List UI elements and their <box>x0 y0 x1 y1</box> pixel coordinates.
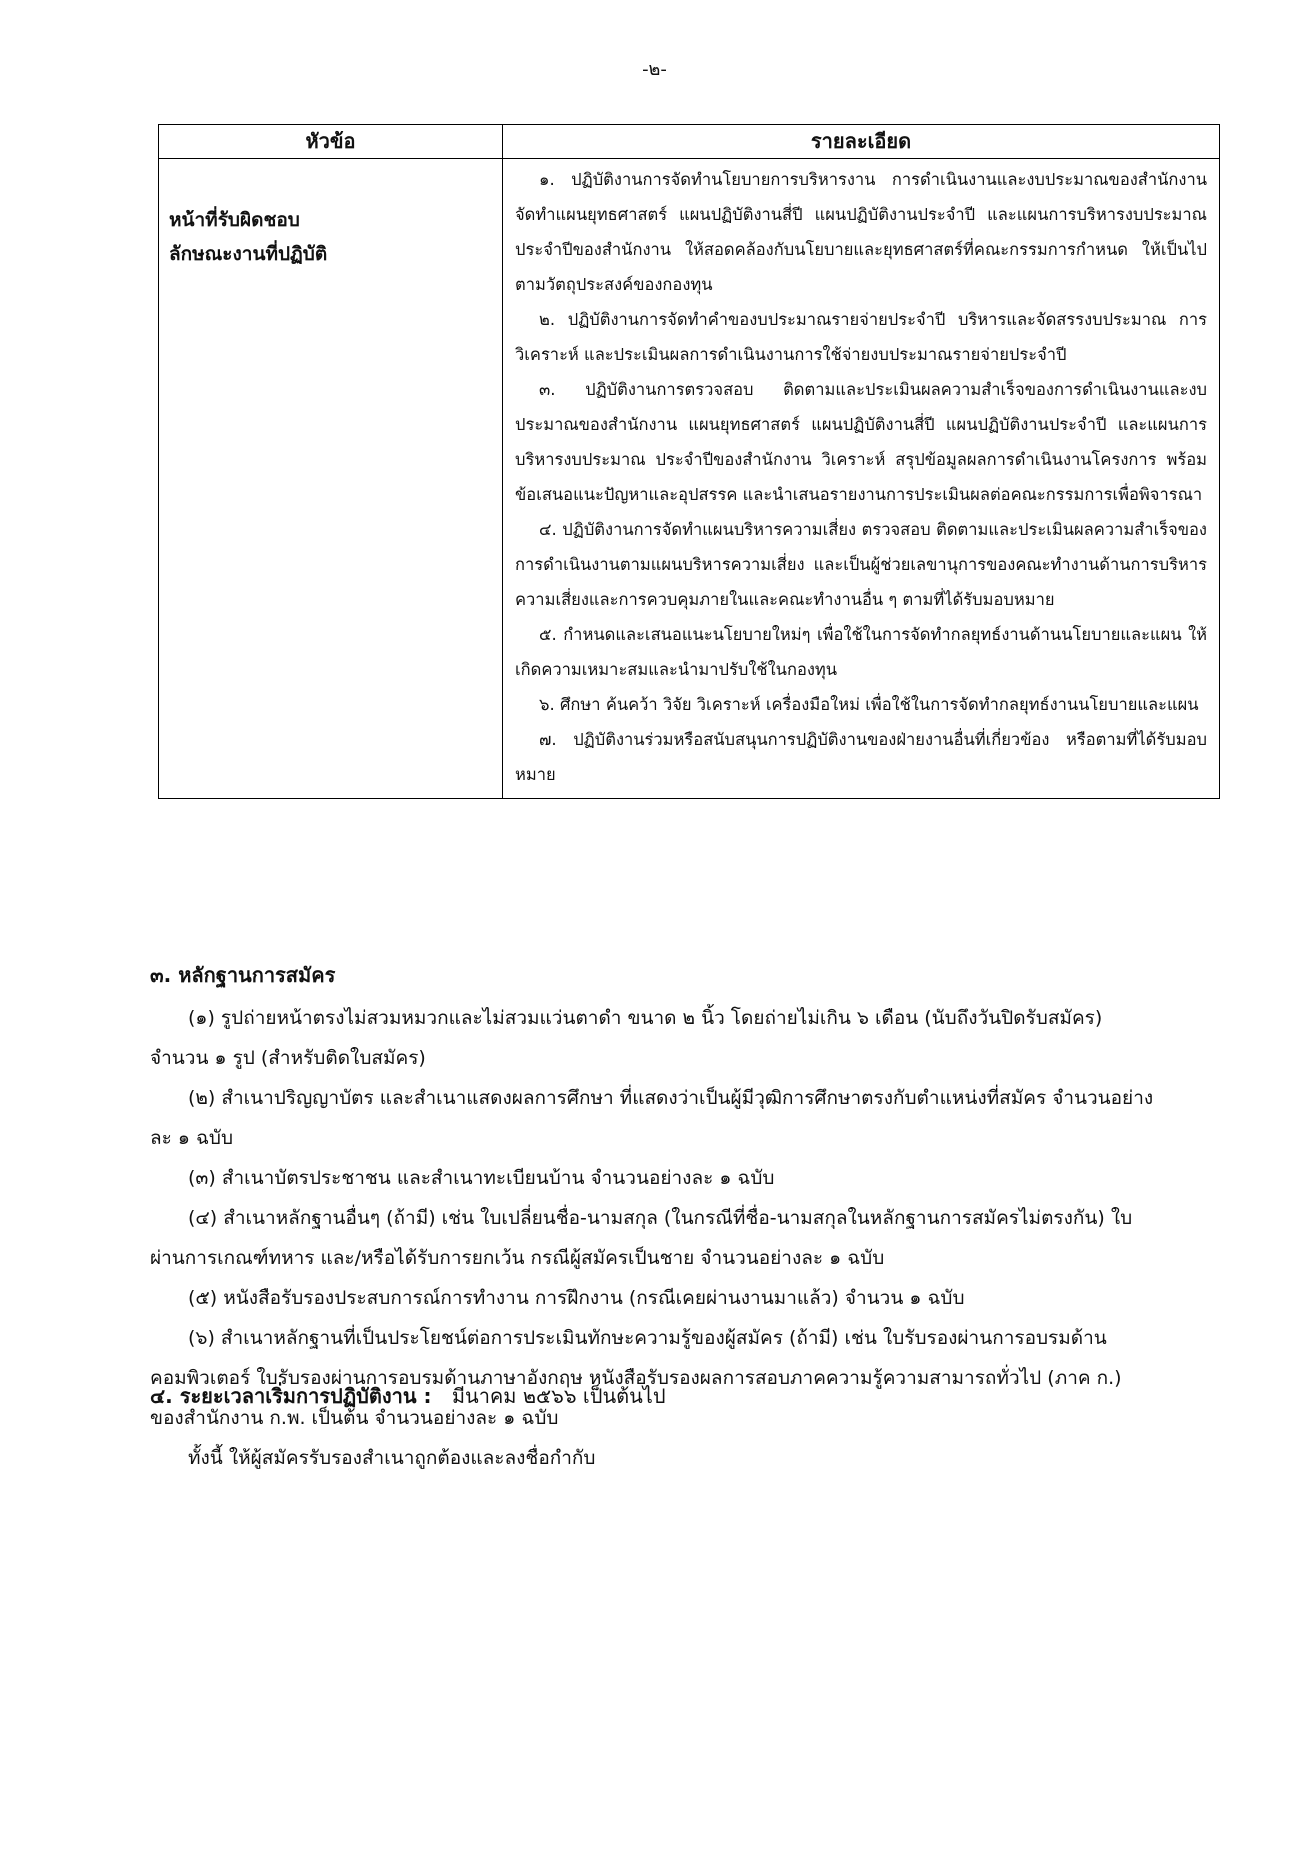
duty-item: ๔. ปฏิบัติงานการจัดทำแผนบริหารความเสี่ยง ตรวจสอบ ติดตามและประเมินผลความสำเร็จของการดำเนินงานตามแผนบริหารความเสี่ยง และเป็นผู้ช่วยเลขานุการของคณะทำงานด้านการบริหารความเสี่ยงและการควบคุมภายในและคณะทำงานอื่น ๆ ตามที่ได้รับมอบหมาย <box>515 520 1207 609</box>
document-item: (๔) สำเนาหลักฐานอื่นๆ (ถ้ามี) เช่น ใบเปลี่ยนชื่อ-นามสกุล (ในกรณีที่ชื่อ-นามสกุลในหลักฐานการสมัครไม่ตรงกัน) ใบผ่านการเกณฑ์ทหาร และ/หรือได้รับการยกเว้น กรณีผู้สมัครเป็นชาย จำนวนอย่างละ ๑ ฉบับ <box>150 1207 1133 1269</box>
documents-heading: ๓. หลักฐานการสมัคร <box>150 963 336 987</box>
topic-line-work-nature: ลักษณะงานที่ปฏิบัติ <box>169 243 328 265</box>
document-item: (๒) สำเนาปริญญาบัตร และสำเนาแสดงผลการศึกษา ที่แสดงว่าเป็นผู้มีวุฒิการศึกษาตรงกับตำแหน่งที่สมัคร จำนวนอย่างละ ๑ ฉบับ <box>150 1087 1154 1149</box>
document-item: (๕) หนังสือรับรองประสบการณ์การทำงาน การฝึกงาน (กรณีเคยผ่านงานมาแล้ว) จำนวน ๑ ฉบับ <box>188 1287 965 1309</box>
start-period <box>150 1380 666 1412</box>
documents-closing: ทั้งนี้ ให้ผู้สมัครรับรองสำเนาถูกต้องและลงชื่อกำกับ <box>188 1447 596 1469</box>
duties-table <box>158 124 1220 799</box>
duty-item: ๕. กำหนดและเสนอแนะนโยบายใหม่ๆ เพื่อใช้ในการจัดทำกลยุทธ์งานด้านนโยบายและแผน ให้เกิดความเหมาะสมและนำมาปรับใช้ในกองทุน <box>515 625 1207 679</box>
table-row <box>159 159 1220 799</box>
start-period-value: มีนาคม ๒๕๖๖ เป็นต้นไป <box>451 1384 666 1408</box>
table-header-row <box>159 125 1220 159</box>
duty-item: ๖. ศึกษา ค้นคว้า วิจัย วิเคราะห์ เครื่องมือใหม่ เพื่อใช้ในการจัดทำกลยุทธ์งานนโยบายและแผน <box>539 695 1199 714</box>
document-item: (๓) สำเนาบัตรประชาชน และสำเนาทะเบียนบ้าน จำนวนอย่างละ ๑ ฉบับ <box>188 1167 775 1189</box>
document-item: (๖) สำเนาหลักฐานที่เป็นประโยชน์ต่อการประเมินทักษะความรู้ของผู้สมัคร (ถ้ามี) เช่น ใบรับรองผ่านการอบรมด้านคอมพิวเตอร์ ใบรับรองผ่านการอบรมด้านภาษาอังกฤษ หนังสือรับรองผลการสอบภาคความรู้ความสามารถทั่วไป (ภาค ก.) ของสำนักงาน ก.พ. เป็นต้น จำนวนอย่างละ ๑ ฉบับ <box>150 1327 1122 1429</box>
header-detail: รายละเอียด <box>503 125 1220 159</box>
duty-item: ๑. ปฏิบัติงานการจัดทำนโยบายการบริหารงาน การดำเนินงานและงบประมาณของสำนักงาน จัดทำแผนยุทธศาสตร์ แผนปฏิบัติงานสี่ปี แผนปฏิบัติงานประจำปี และแผนการบริหารงบประมาณประจำปีของสำนักงาน ให้สอดคล้องกับนโยบายและยุทธศาสตร์ที่คณะกรรมการกำหนด ให้เป็นไปตามวัตถุประสงค์ของกองทุน <box>515 170 1207 294</box>
start-period-label: ๔. ระยะเวลาเริ่มการปฏิบัติงาน : <box>150 1384 432 1408</box>
detail-cell <box>503 159 1220 799</box>
topic-line-responsibility: หน้าที่รับผิดชอบ <box>169 209 300 231</box>
document-item: (๑) รูปถ่ายหน้าตรงไม่สวมหมวกและไม่สวมแว่นตาดำ ขนาด ๒ นิ้ว โดยถ่ายไม่เกิน ๖ เดือน (นับถึงวันปิดรับสมัคร) จำนวน ๑ รูป (สำหรับติดใบสมัคร) <box>150 1007 1103 1069</box>
duty-item: ๒. ปฏิบัติงานการจัดทำคำของบประมาณรายจ่ายประจำปี บริหารและจัดสรรงบประมาณ การวิเคราะห์ และประเมินผลการดำเนินงานการใช้จ่ายงบประมาณรายจ่ายประจำปี <box>515 310 1207 364</box>
header-topic: หัวข้อ <box>159 125 503 159</box>
duty-item: ๗. ปฏิบัติงานร่วมหรือสนับสนุนการปฏิบัติงานของฝ่ายงานอื่นที่เกี่ยวข้อง หรือตามที่ได้รับมอบหมาย <box>515 730 1207 784</box>
duty-item: ๓. ปฏิบัติงานการตรวจสอบ ติดตามและประเมินผลความสำเร็จของการดำเนินงานและงบประมาณของสำนักงาน แผนยุทธศาสตร์ แผนปฏิบัติงานสี่ปี แผนปฏิบัติงานประจำปี และแผนการบริหารงบประมาณ ประจำปีของสำนักงาน วิเคราะห์ สรุปข้อมูลผลการดำเนินงานโครงการ พร้อมข้อเสนอแนะปัญหาและอุปสรรค และนำเสนอรายงานการประเมินผลต่อคณะกรรมการเพื่อพิจารณา <box>515 380 1207 504</box>
topic-cell <box>159 159 503 799</box>
page-number: -๒- <box>642 59 667 80</box>
